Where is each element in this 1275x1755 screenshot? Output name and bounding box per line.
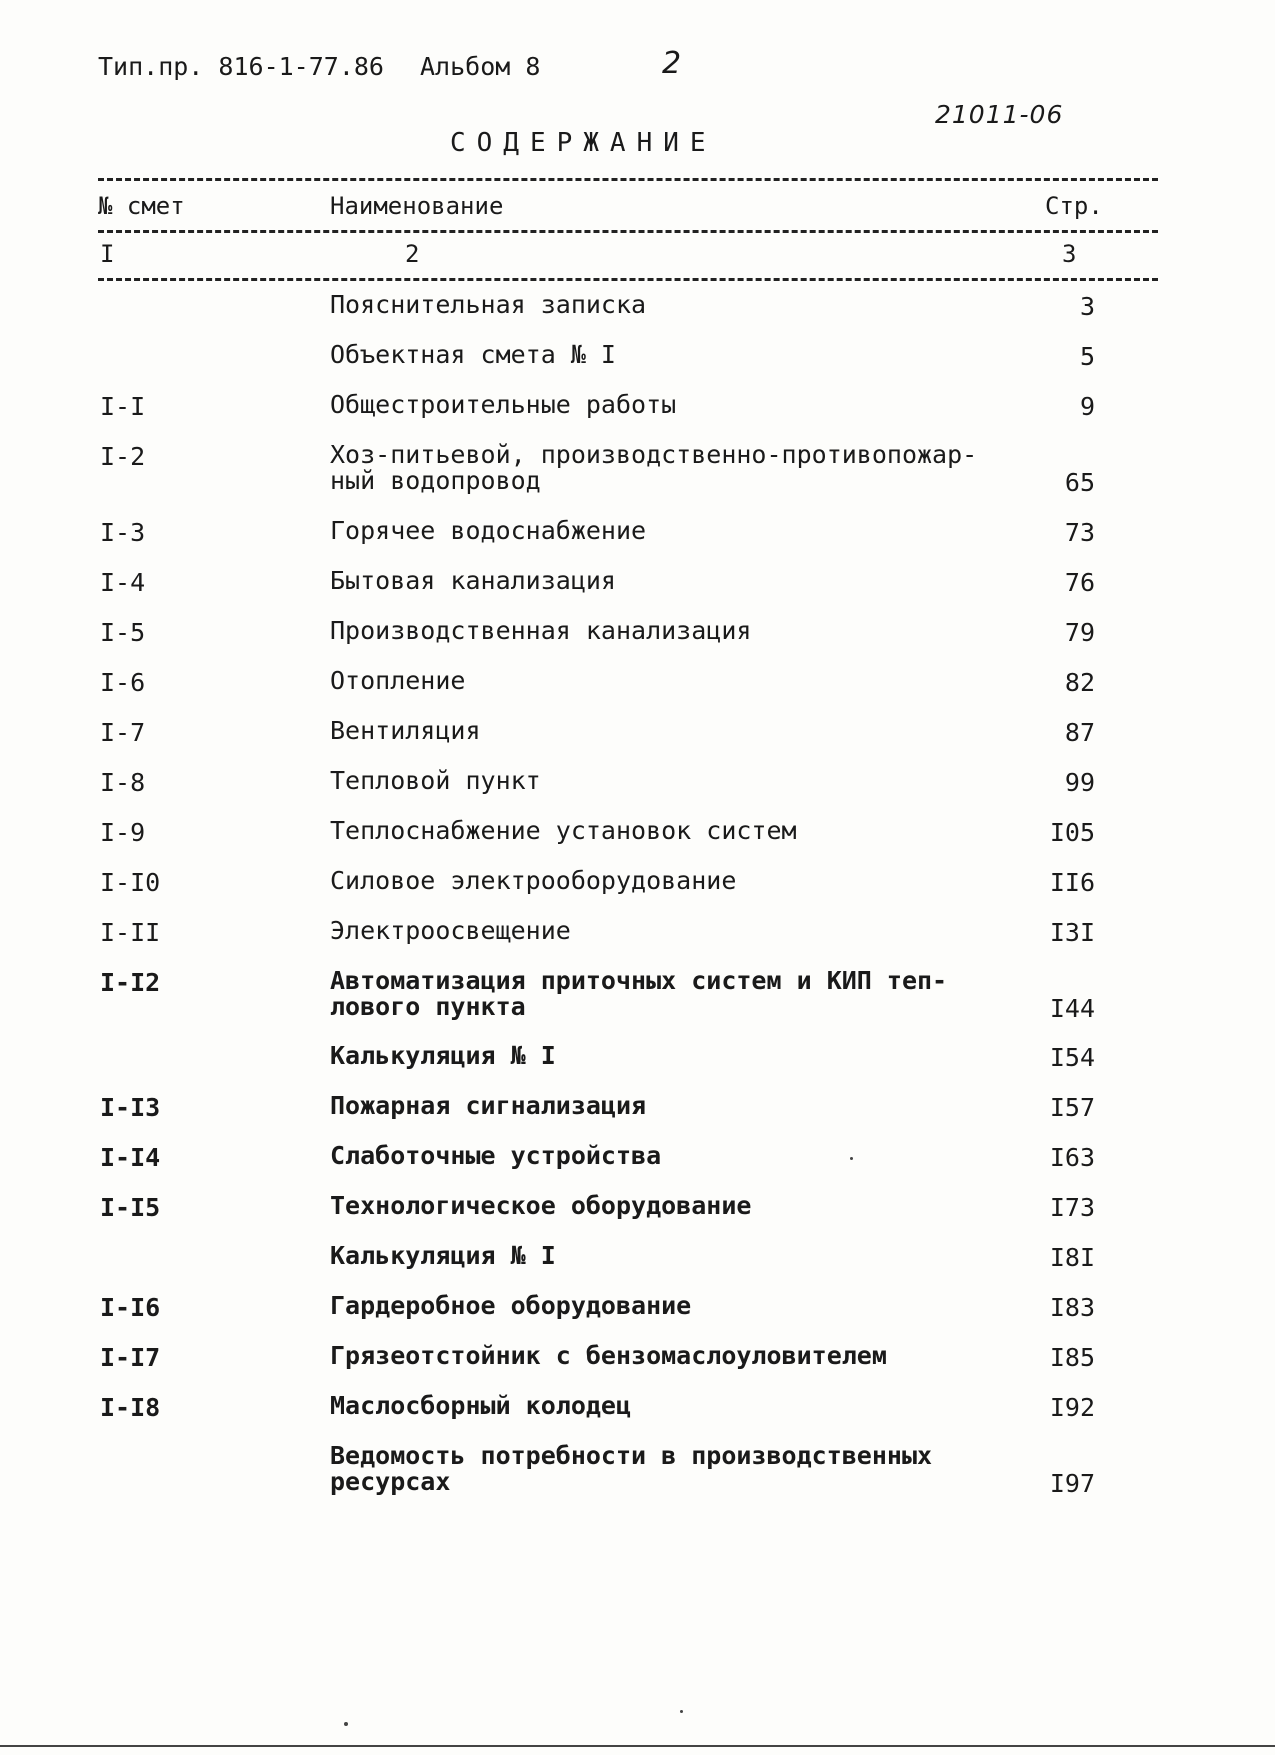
section-name: Производственная канализация	[330, 616, 752, 645]
section-name: Вентиляция	[330, 716, 481, 745]
section-name: Силовое электрооборудование	[330, 866, 737, 895]
estimate-number: I-I0	[100, 868, 161, 897]
section-name: Технологическое оборудование	[330, 1191, 752, 1220]
document-title: СОДЕРЖАНИЕ	[450, 128, 717, 158]
page-ref: 9	[1079, 392, 1095, 421]
section-name: Калькуляция № I	[330, 1241, 556, 1270]
page-ref: 76	[1064, 568, 1095, 597]
page-ref: I3I	[1049, 918, 1095, 947]
page-ref: I73	[1049, 1193, 1095, 1222]
page-ref: 99	[1064, 768, 1095, 797]
section-name: Объектная смета № I	[330, 340, 616, 369]
estimate-number: I-5	[100, 618, 146, 647]
section-name: Гардеробное оборудование	[330, 1291, 692, 1320]
page-ref: 87	[1064, 718, 1095, 747]
col-number-1: I	[100, 240, 115, 268]
scan-edge-line	[0, 1745, 1275, 1747]
estimate-number: I-I8	[100, 1393, 161, 1422]
section-name: Маслосборный колодец	[330, 1391, 632, 1420]
table-rule-numbers	[98, 278, 1158, 281]
page-number: 2	[662, 46, 682, 81]
section-name: Хоз-питьевой, производственно-противопожар- ный водопровод	[330, 440, 978, 495]
estimate-number: I-I5	[100, 1193, 161, 1222]
estimate-number: I-8	[100, 768, 146, 797]
section-name: Грязеотстойник с бензомаслоуловителем	[330, 1341, 887, 1370]
col-header-name: Наименование	[330, 192, 504, 220]
estimate-number: I-I6	[100, 1293, 161, 1322]
album-label: Альбом 8	[420, 52, 541, 81]
page-ref: I63	[1049, 1143, 1095, 1172]
page-ref: I54	[1049, 1043, 1095, 1072]
section-name: Слаботочные устройства	[330, 1141, 662, 1170]
estimate-number: I-6	[100, 668, 146, 697]
estimate-number: I-I	[100, 392, 146, 421]
page-ref: 82	[1064, 668, 1095, 697]
estimate-number: I-9	[100, 818, 146, 847]
section-name: Общестроительные работы	[330, 390, 677, 419]
section-name: Бытовая канализация	[330, 566, 616, 595]
scan-speck	[680, 1710, 683, 1713]
estimate-number: I-I7	[100, 1343, 161, 1372]
page-ref: I05	[1049, 818, 1095, 847]
section-name: Ведомость потребности в производственных ресурсах	[330, 1441, 933, 1496]
section-name: Электроосвещение	[330, 916, 571, 945]
page-ref: I44	[1049, 994, 1095, 1023]
page-ref: 65	[1064, 468, 1095, 497]
col-header-page: Стр.	[1045, 192, 1103, 220]
page-ref: II6	[1049, 868, 1095, 897]
page-ref: 3	[1079, 292, 1095, 321]
scan-speck	[850, 1157, 853, 1160]
page-ref: I57	[1049, 1093, 1095, 1122]
estimate-number: I-4	[100, 568, 146, 597]
page-ref: I97	[1049, 1469, 1095, 1498]
estimate-number: I-7	[100, 718, 146, 747]
page-ref: 79	[1064, 618, 1095, 647]
page-ref: I83	[1049, 1293, 1095, 1322]
col-number-2: 2	[405, 240, 420, 268]
page-ref: I85	[1049, 1343, 1095, 1372]
table-rule-header	[98, 230, 1158, 233]
section-name: Отопление	[330, 666, 466, 695]
table-rule-top	[98, 178, 1158, 181]
section-name: Автоматизация приточных систем и КИП теп- лового пункта	[330, 966, 948, 1021]
page-ref: I8I	[1049, 1243, 1095, 1272]
estimate-number: I-II	[100, 918, 161, 947]
estimate-number: I-I4	[100, 1143, 161, 1172]
estimate-number: I-3	[100, 518, 146, 547]
page-ref: 5	[1079, 342, 1095, 371]
estimate-number: I-2	[100, 442, 146, 471]
inventory-number: 21011-06	[935, 100, 1064, 129]
section-name: Теплоснабжение установок систем	[330, 816, 797, 845]
estimate-number: I-I2	[100, 968, 161, 997]
section-name: Пожарная сигнализация	[330, 1091, 647, 1120]
document-code: Тип.пр. 816-1-77.86	[98, 52, 384, 81]
section-name: Пояснительная записка	[330, 290, 647, 319]
page-ref: I92	[1049, 1393, 1095, 1422]
section-name: Тепловой пункт	[330, 766, 541, 795]
page-ref: 73	[1064, 518, 1095, 547]
section-name: Горячее водоснабжение	[330, 516, 647, 545]
scan-speck	[344, 1722, 348, 1726]
col-header-number: № смет	[98, 192, 185, 220]
section-name: Калькуляция № I	[330, 1041, 556, 1070]
estimate-number: I-I3	[100, 1093, 161, 1122]
col-number-3: 3	[1062, 240, 1077, 268]
